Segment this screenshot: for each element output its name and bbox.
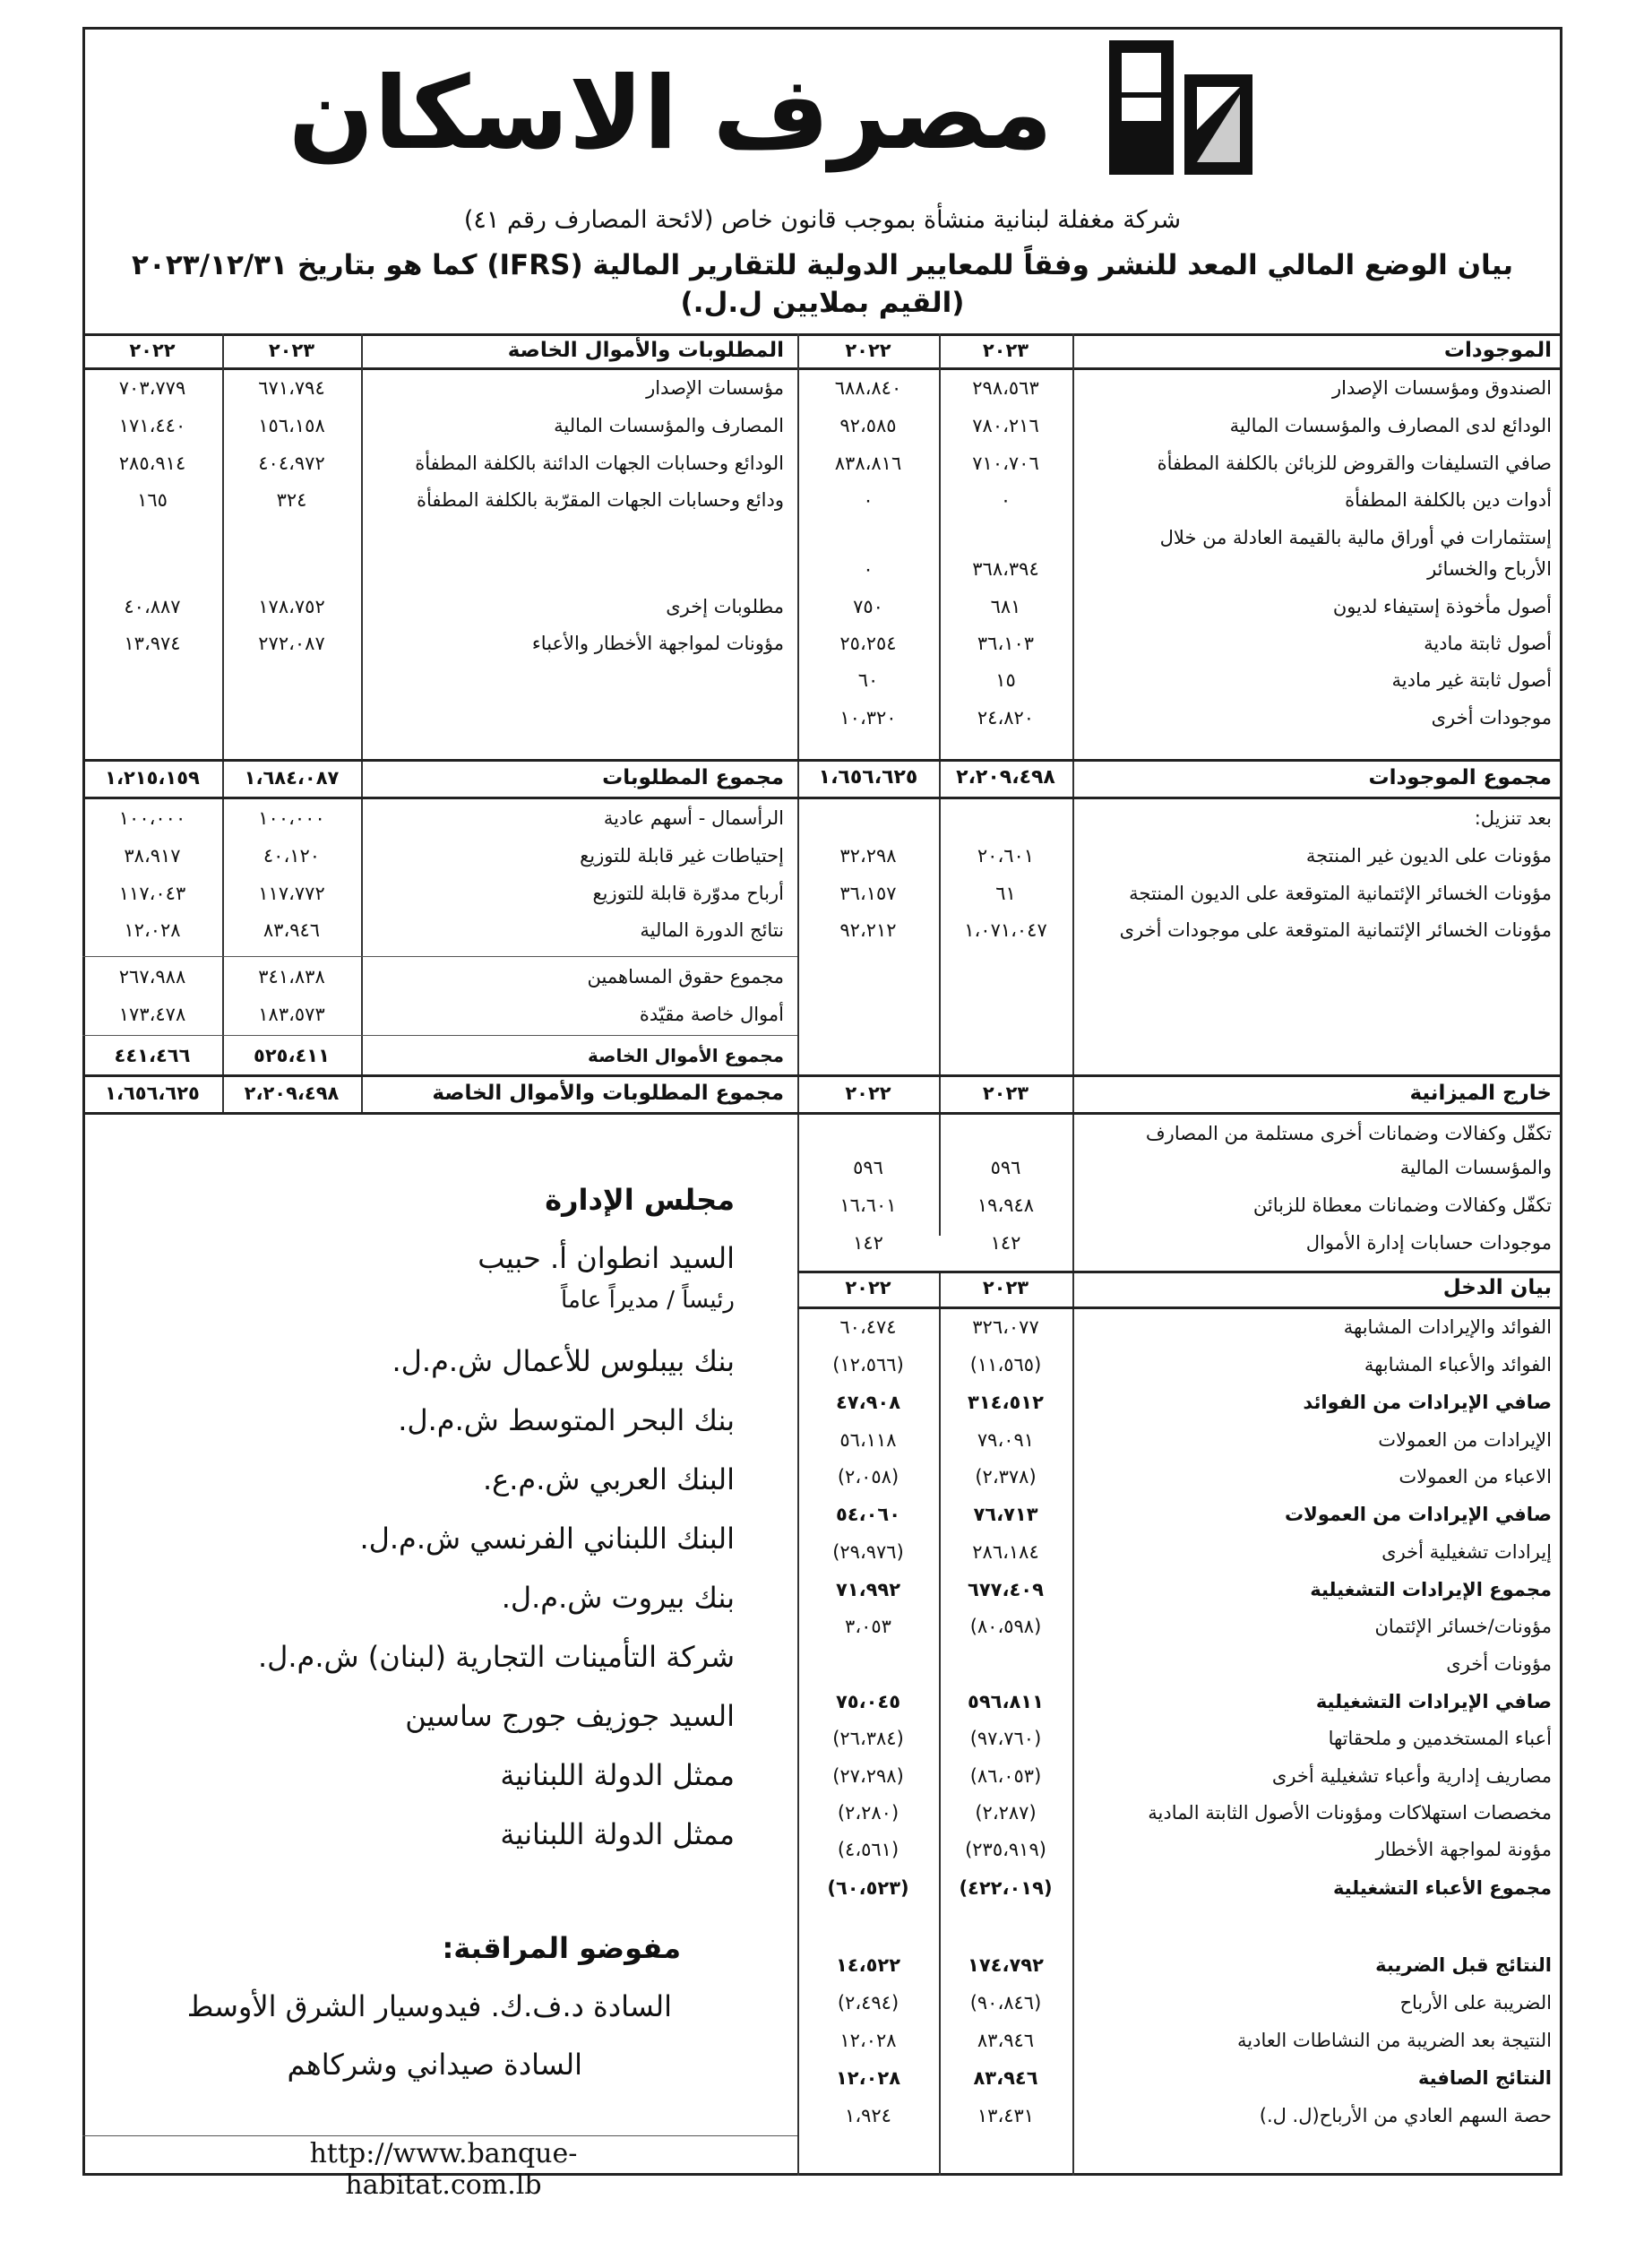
liabilities-total-label: مجموع المطلوبات xyxy=(602,766,784,789)
assets-total-2022: ١،٦٥٦،٦٢٥ xyxy=(818,766,918,789)
income-row-2023: (٨٦،٠٥٣) xyxy=(969,1765,1042,1787)
less-row-2023: ١،٠٧١،٠٤٧ xyxy=(964,919,1047,941)
board-member: البنك العربي ش.م.ع. xyxy=(482,1462,735,1496)
asset-row-label: أصول ثابتة مادية xyxy=(1424,633,1552,654)
income-row-label: إيرادات تشغيلية أخرى xyxy=(1381,1541,1552,1563)
currency-note: (القيم بملايين ل.ل.) xyxy=(680,287,965,319)
bank-logo-icon xyxy=(1109,40,1252,175)
asset-row-2022: ٨٣٨،٨١٦ xyxy=(834,453,902,474)
offbalance-row-label: والمؤسسات المالية xyxy=(1399,1157,1552,1178)
liability-row-2023: ١٧٨،٧٥٢ xyxy=(258,596,325,617)
auditor-2: السادة صيداني وشركاهم xyxy=(287,2048,582,2082)
board-member: ممثل الدولة اللبنانية xyxy=(500,1817,735,1851)
asset-row-2023: ٢٩٨،٥٦٣ xyxy=(972,377,1039,399)
statement-title: بيان الوضع المالي المعد للنشر وفقاً للمعايير الدولية للتقارير المالية (IFRS) كما هو بتاريخ ٢٠٢٣/١٢/٣١ xyxy=(132,249,1513,281)
equity-row-2023: ٨٣،٩٤٦ xyxy=(263,919,321,941)
liability-row-label: مطلوبات إخرى xyxy=(666,596,784,617)
income-row-label: الفوائد والأعباء المشابهة xyxy=(1364,1354,1552,1375)
offbalance-top-rule xyxy=(82,1074,1562,1077)
grand-total-label: مجموع المطلوبات والأموال الخاصة xyxy=(432,1082,784,1105)
board-member: بنك بيبلوس للأعمال ش.م.ل. xyxy=(392,1344,735,1378)
income-row-2023: ٦٧٧،٤٠٩ xyxy=(968,1579,1044,1600)
restricted-funds-2023: ١٨٣،٥٧٣ xyxy=(258,1004,325,1025)
income-row-label: صافي الإيرادات التشغيلية xyxy=(1315,1691,1552,1712)
equity-row-label: الرأسمال - أسهم عادية xyxy=(603,807,784,829)
auditors-heading: مفوضو المراقبة: xyxy=(442,1931,681,1965)
income-row-2023: ٧٩،٠٩١ xyxy=(977,1429,1035,1451)
income-row-label: صافي الإيرادات من العمولات xyxy=(1285,1504,1552,1525)
income-row-2022: ٤٧،٩٠٨ xyxy=(835,1392,901,1413)
income-row-label: النتيجة بعد الضريبة من النشاطات العادية xyxy=(1237,2030,1552,2051)
liabilities-total-2023: ١،٦٨٤،٠٨٧ xyxy=(244,767,340,789)
income-row-label: مجموع الإيرادات التشغيلية xyxy=(1310,1579,1552,1600)
equity-row-2022: ١٠٠،٠٠٠ xyxy=(118,807,186,829)
board-chairman: السيد انطوان أ. حبيب xyxy=(478,1241,735,1275)
income-row-label: مصاريف إدارية وأعباء تشغيلية أخرى xyxy=(1271,1765,1552,1787)
equity-row-2022: ٣٨،٩١٧ xyxy=(124,845,181,867)
asset-row-label: الأرباح والخسائر xyxy=(1427,558,1552,580)
income-row-2022: (٦٠،٥٢٣) xyxy=(827,1877,909,1899)
liability-row-2022: ١٦٥ xyxy=(137,489,168,511)
income-row-2023: (١١،٥٦٥) xyxy=(969,1354,1042,1375)
less-label: بعد تنزيل: xyxy=(1474,807,1552,829)
board-chairman-title: رئيساً / مديراً عاماً xyxy=(561,1287,735,1314)
income-row-2022: ٧٥،٠٤٥ xyxy=(835,1691,901,1712)
asset-row-label: أدوات دين بالكلفة المطفأة xyxy=(1345,489,1552,511)
less-row-label: مؤونات الخسائر الإئتمانية المتوقعة على الديون المنتجة xyxy=(1129,883,1552,904)
income-bottom-rule xyxy=(797,1306,1562,1309)
income-row-2022: ٥٤،٠٦٠ xyxy=(835,1504,901,1525)
income-row-label: مؤونة لمواجهة الأخطار xyxy=(1375,1839,1552,1860)
income-row-label: الفوائد والإيرادات المشابهة xyxy=(1343,1316,1552,1338)
assets-total-top-rule xyxy=(82,759,1562,762)
income-row-label: مؤونات/خسائر الإئتمان xyxy=(1374,1616,1552,1637)
income-row-label: الإيرادات من العمولات xyxy=(1378,1429,1552,1451)
less-row-2022: ٣٦،١٥٧ xyxy=(839,883,897,904)
board-member: شركة التأمينات التجارية (لبنان) ش.م.ل. xyxy=(257,1640,735,1674)
board-member: البنك اللبناني الفرنسي ش.م.ل. xyxy=(359,1522,735,1556)
income-row-2023: ١٣،٤٣١ xyxy=(977,2105,1035,2126)
company-description: شركة مغفلة لبنانية منشأة بموجب قانون خاص (لائحة المصارف رقم ٤١) xyxy=(463,206,1182,234)
asset-row-2023: ٣٦٨،٣٩٤ xyxy=(972,558,1039,580)
right-label-divider xyxy=(1072,333,1074,2176)
income-row-2023: ٢٨٦،١٨٤ xyxy=(972,1541,1039,1563)
income-heading: بيان الدخل xyxy=(1442,1276,1552,1299)
asset-row-label: الصندوق ومؤسسات الإصدار xyxy=(1332,377,1552,399)
offbalance-row-2023: ١٤٢ xyxy=(990,1232,1021,1254)
website-link[interactable]: http://www.banque-habitat.com.lb xyxy=(309,2138,578,2201)
less-row-2023: ٦١ xyxy=(995,883,1016,904)
liability-row-2023: ٢٧٢،٠٨٧ xyxy=(258,633,325,654)
liability-row-label: ودائع وحسابات الجهات المقرّبة بالكلفة المطفأة xyxy=(416,489,784,511)
liability-row-label: مؤسسات الإصدار xyxy=(646,377,784,399)
income-row-2022: (٢،٢٨٠) xyxy=(837,1802,899,1824)
liability-row-2023: ٣٢٤ xyxy=(276,489,307,511)
asset-row-2022: ٧٥٠ xyxy=(853,596,883,617)
asset-row-2023: ٧٨٠،٢١٦ xyxy=(972,415,1039,436)
asset-row-label: الودائع لدى المصارف والمؤسسات المالية xyxy=(1229,415,1552,436)
income-row-2023: ١٧٤،٧٩٢ xyxy=(968,1954,1044,1976)
income-row-2023: (٢،٢٨٧) xyxy=(975,1802,1037,1824)
auditor-1: السادة د.ف.ك. فيدوسيار الشرق الأوسط xyxy=(186,1989,672,2023)
assets-col-2023: ٢٠٢٣ xyxy=(982,340,1029,361)
offbalance-row-2022: ١٦،٦٠١ xyxy=(839,1194,897,1216)
asset-row-2022: ٢٥،٢٥٤ xyxy=(839,633,897,654)
board-heading: مجلس الإدارة xyxy=(545,1183,735,1217)
assets-total-bottom-rule xyxy=(82,797,1562,799)
equity-row-2022: ١١٧،٠٤٣ xyxy=(118,883,186,904)
offbalance-heading: خارج الميزانية xyxy=(1409,1082,1552,1105)
less-row-label: مؤونات على الديون غير المنتجة xyxy=(1305,845,1552,867)
liability-row-2023: ١٥٦،١٥٨ xyxy=(258,415,325,436)
income-row-2023: (٩٠،٨٤٦) xyxy=(969,1992,1042,2014)
asset-row-2022: ٦٠ xyxy=(857,669,879,691)
income-row-2023: (٢٣٥،٩١٩) xyxy=(965,1839,1046,1860)
asset-row-2023: ١٥ xyxy=(995,669,1016,691)
asset-row-2022: ٩٢،٥٨٥ xyxy=(839,415,897,436)
shareholders-total-label: مجموع حقوق المساهمين xyxy=(587,966,784,987)
income-row-2023: ٧٦،٧١٣ xyxy=(973,1504,1038,1525)
income-row-2023: (٨٠،٥٩٨) xyxy=(969,1616,1042,1637)
offbalance-row-label: تكفّل وكفالات وضمانات معطاة للزبائن xyxy=(1252,1194,1552,1216)
equity-row-label: إحتياطات غير قابلة للتوزيع xyxy=(580,845,784,867)
asset-row-2023: ٧١٠،٧٠٦ xyxy=(972,453,1039,474)
offbalance-row-label: تكفّل وكفالات وضمانات أخرى مستلمة من المصارف xyxy=(1145,1123,1552,1144)
income-row-2022: (٢،٠٥٨) xyxy=(837,1466,899,1488)
income-row-2023: (٢،٣٧٨) xyxy=(975,1466,1037,1488)
offbalance-row-2023: ٥٩٦ xyxy=(990,1157,1021,1178)
liabilities-total-2022: ١،٢١٥،١٥٩ xyxy=(105,767,200,789)
income-row-label: صافي الإيرادات من الفوائد xyxy=(1303,1392,1552,1413)
income-row-2022: (٤،٥٦١) xyxy=(837,1839,899,1860)
restricted-funds-label: أموال خاصة مقيّدة xyxy=(639,1004,784,1025)
liabilities-col-2022: ٢٠٢٢ xyxy=(129,340,176,361)
brand-name: مصرف الاسكان xyxy=(288,56,1053,172)
asset-row-2023: ٠ xyxy=(1000,489,1011,511)
income-row-2023: (٩٧،٧٦٠) xyxy=(969,1728,1042,1749)
offbalance-row-2022: ٥٩٦ xyxy=(853,1157,883,1178)
asset-row-label: أصول مأخوذة إستيفاء لديون xyxy=(1332,596,1552,617)
income-row-2023: ٥٩٦،٨١١ xyxy=(968,1691,1044,1712)
liability-row-2022: ٧٠٣،٧٧٩ xyxy=(118,377,186,399)
liability-row-2022: ٤٠،٨٨٧ xyxy=(124,596,181,617)
income-top-rule xyxy=(797,1271,1562,1273)
income-row-2022: (١٢،٥٦٦) xyxy=(832,1354,904,1375)
income-row-2023: ٨٣،٩٤٦ xyxy=(973,2067,1038,2089)
income-row-label: الاعباء من العمولات xyxy=(1399,1466,1552,1488)
income-row-2022: ١٤،٥٢٢ xyxy=(835,1954,901,1976)
less-row-2022: ٩٢،٢١٢ xyxy=(839,919,897,941)
brand-header xyxy=(288,40,1272,179)
grand-total-2023: ٢،٢٠٩،٤٩٨ xyxy=(244,1082,340,1104)
asset-row-label: أصول ثابتة غير مادية xyxy=(1391,669,1552,691)
income-row-label: حصة السهم العادي من الأرباح(ل. ل.) xyxy=(1259,2105,1552,2126)
income-row-2022: ٥٦،١١٨ xyxy=(839,1429,897,1451)
liability-row-2023: ٤٠٤،٩٧٢ xyxy=(258,453,325,474)
board-member: بنك بيروت ش.م.ل. xyxy=(501,1581,735,1615)
income-row-2022: (٢،٤٩٤) xyxy=(837,1992,899,2014)
liabilities-heading: المطلوبات والأموال الخاصة xyxy=(507,339,784,362)
board-member: ممثل الدولة اللبنانية xyxy=(500,1758,735,1792)
income-row-label: الضريبة على الأرباح xyxy=(1399,1992,1552,2014)
equity-total-rule xyxy=(82,1035,797,1036)
income-row-2022: (٢٧،٢٩٨) xyxy=(832,1765,904,1787)
shareholders-total-2023: ٣٤١،٨٣٨ xyxy=(258,966,325,987)
equity-total-2022: ٤٤١،٤٦٦ xyxy=(114,1045,191,1066)
assets-col-2022: ٢٠٢٢ xyxy=(845,340,891,361)
income-row-label: النتائج قبل الضريبة xyxy=(1375,1954,1552,1976)
equity-row-2023: ١١٧،٧٧٢ xyxy=(258,883,325,904)
assets-heading: الموجودات xyxy=(1443,339,1552,362)
less-row-2023: ٢٠،٦٠١ xyxy=(977,845,1035,867)
income-row-2023: ٣١٤،٥١٢ xyxy=(968,1392,1044,1413)
asset-row-2023: ٢٤،٨٢٠ xyxy=(977,707,1035,729)
shareholders-total-2022: ٢٦٧،٩٨٨ xyxy=(118,966,186,987)
income-row-2022: ١٢،٠٢٨ xyxy=(835,2067,901,2089)
income-row-2022: (٢٩،٩٧٦) xyxy=(832,1541,904,1563)
asset-row-2023: ٣٦،١٠٣ xyxy=(977,633,1035,654)
offbalance-col-2022: ٢٠٢٢ xyxy=(845,1082,891,1104)
liabilities-col-2023: ٢٠٢٣ xyxy=(268,340,315,361)
asset-row-label: موجودات أخرى xyxy=(1431,707,1552,729)
income-row-2023: (٤٢٢،٠١٩) xyxy=(959,1877,1053,1899)
offbalance-row-2023: ١٩،٩٤٨ xyxy=(977,1194,1035,1216)
restricted-funds-2022: ١٧٣،٤٧٨ xyxy=(118,1004,186,1025)
income-col-2023: ٢٠٢٣ xyxy=(982,1277,1029,1298)
income-row-2022: (٢٦،٣٨٤) xyxy=(832,1728,904,1749)
equity-row-2023: ١٠٠،٠٠٠ xyxy=(258,807,325,829)
asset-row-2022: ٠ xyxy=(863,558,874,580)
asset-row-2022: ١٠،٣٢٠ xyxy=(839,707,897,729)
liability-row-2022: ١٧١،٤٤٠ xyxy=(118,415,186,436)
asset-row-2022: ٠ xyxy=(863,489,874,511)
equity-row-2023: ٤٠،١٢٠ xyxy=(263,845,321,867)
equity-total-label: مجموع الأموال الخاصة xyxy=(588,1045,784,1066)
equity-total-2023: ٥٢٥،٤١١ xyxy=(254,1045,330,1066)
income-row-label: النتائج الصافية xyxy=(1417,2067,1552,2089)
asset-row-2023: ٦٨١ xyxy=(990,596,1021,617)
income-row-2023: ٨٣،٩٤٦ xyxy=(977,2030,1035,2051)
income-row-label: مؤونات أخرى xyxy=(1446,1653,1552,1675)
offbalance-bottom-rule xyxy=(82,1112,1562,1115)
grand-total-2022: ١،٦٥٦،٦٢٥ xyxy=(105,1082,200,1104)
income-row-2022: ١،٩٢٤ xyxy=(845,2105,891,2126)
assets-total-2023: ٢،٢٠٩،٤٩٨ xyxy=(956,766,1055,789)
board-member: السيد جوزيف جورج ساسين xyxy=(405,1699,735,1733)
income-row-label: مخصصات استهلاكات ومؤونات الأصول الثابتة المادية xyxy=(1148,1802,1552,1824)
footer-rule xyxy=(82,2135,797,2136)
liability-row-label: الودائع وحسابات الجهات الدائنة بالكلفة المطفأة xyxy=(415,453,784,474)
offbalance-col-2023: ٢٠٢٣ xyxy=(982,1082,1029,1104)
income-row-2022: ٦٠،٤٧٤ xyxy=(839,1316,897,1338)
board-member: بنك البحر المتوسط ش.م.ل. xyxy=(398,1403,735,1437)
assets-total-label: مجموع الموجودات xyxy=(1368,766,1552,789)
income-row-2022: ٧١،٩٩٢ xyxy=(835,1579,901,1600)
table-top-rule xyxy=(82,333,1562,336)
income-row-label: مجموع الأعباء التشغيلية xyxy=(1332,1877,1552,1899)
income-col-2022: ٢٠٢٢ xyxy=(845,1277,891,1298)
equity-sub-rule xyxy=(82,956,797,957)
income-row-label: أعباء المستخدمين و ملحقاتها xyxy=(1328,1728,1552,1749)
equity-row-label: أرباح مدوّرة قابلة للتوزيع xyxy=(592,883,784,904)
left-label-divider xyxy=(361,333,363,1115)
liability-row-2022: ٢٨٥،٩١٤ xyxy=(118,453,186,474)
liability-row-label: مؤونات لمواجهة الأخطار والأعباء xyxy=(531,633,784,654)
asset-row-2022: ٦٨٨،٨٤٠ xyxy=(834,377,902,399)
equity-row-label: نتائج الدورة المالية xyxy=(640,919,784,941)
header-rule xyxy=(82,367,1562,370)
income-row-2023: ٣٢٦،٠٧٧ xyxy=(972,1316,1039,1338)
income-row-2022: ١٢،٠٢٨ xyxy=(839,2030,897,2051)
asset-row-label: إستثمارات في أوراق مالية بالقيمة العادلة من خلال xyxy=(1159,527,1552,548)
equity-row-2022: ١٢،٠٢٨ xyxy=(124,919,181,941)
offbalance-row-label: موجودات حسابات إدارة الأموال xyxy=(1305,1232,1552,1254)
offbalance-row-2022: ١٤٢ xyxy=(853,1232,883,1254)
less-row-label: مؤونات الخسائر الإئتمانية المتوقعة على موجودات أخرى xyxy=(1119,919,1552,941)
less-row-2022: ٣٢،٢٩٨ xyxy=(839,845,897,867)
liability-row-label: المصارف والمؤسسات المالية xyxy=(554,415,784,436)
income-row-2022: ٣،٠٥٣ xyxy=(845,1616,891,1637)
liability-row-2022: ١٣،٩٧٤ xyxy=(124,633,181,654)
asset-row-label: صافي التسليفات والقروض للزبائن بالكلفة المطفأة xyxy=(1157,453,1552,474)
liability-row-2023: ٦٧١،٧٩٤ xyxy=(258,377,325,399)
